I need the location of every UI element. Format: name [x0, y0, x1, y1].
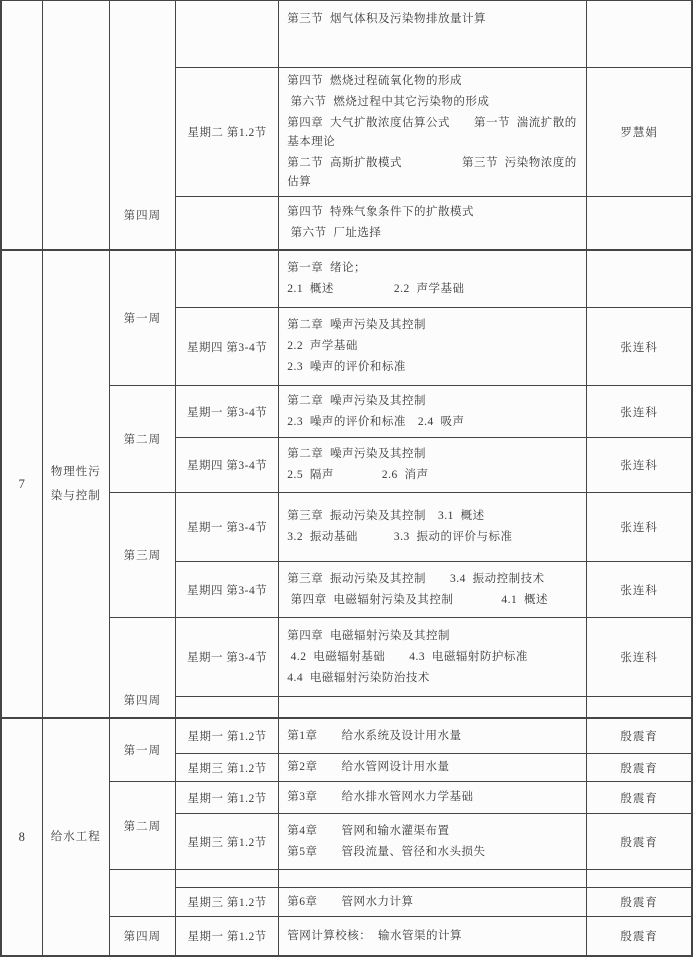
content-line: 第1章 给水系统及设计用水量: [287, 729, 462, 742]
week-cell: [109, 250, 175, 386]
lesson-content-cell: [279, 308, 587, 386]
content-line: 2.3 噪声的评价和标准 2.4 吸声: [287, 415, 465, 428]
week-label: 第一周: [123, 313, 162, 325]
day-period-cell: 星期一 第1.2节: [175, 782, 278, 814]
teacher-name-cell: 张连科: [587, 438, 692, 493]
content-line: 第二章 噪声污染及其控制: [287, 448, 427, 460]
lesson-content-cell: [279, 697, 587, 719]
content-line: 3.2 振动基础 3.3 振动的评价与标准: [287, 531, 513, 543]
content-line: 第4章 管网和输水灌渠布置: [287, 824, 450, 837]
content-line: 第四章 电磁辐射污染及其控制: [287, 629, 451, 642]
course-name-cell: [42, 1, 109, 251]
day-period-cell: 星期一 第3-4节: [175, 386, 278, 438]
day-period-cell: 星期一 第1.2节: [175, 718, 278, 754]
week-label: 第二周: [123, 434, 162, 446]
content-line: 4.2 电磁辐射基础 4.3 电磁辐射防护标准: [287, 650, 528, 663]
content-line: 第四章 大气扩散浓度估算公式 第一节 湍流扩散的基本理论: [287, 117, 577, 148]
week-label: 第四周: [123, 695, 162, 707]
teacher-name-cell: 殷震育: [587, 718, 692, 754]
teacher-name-cell: 殷震育: [587, 888, 692, 917]
content-line: 第二章 噪声污染及其控制: [287, 394, 427, 407]
content-line: 第二章 噪声污染及其控制: [287, 319, 427, 331]
schedule-row: [1, 250, 692, 308]
lesson-content-cell: [279, 438, 587, 493]
teacher-name-cell: [587, 697, 692, 719]
lesson-content-cell: [279, 888, 587, 917]
content-line: 第六节 燃烧过程中其它污染物的形成: [287, 96, 490, 108]
content-line: 第一章 绪论；: [287, 262, 367, 274]
course-name-line: 物理性污: [50, 466, 101, 478]
lesson-content-cell: [279, 754, 587, 782]
course-number-cell: [1, 1, 42, 251]
day-period-cell: 星期四 第3-4节: [175, 308, 278, 386]
content-line: 第四节 燃烧过程硫氧化物的形成: [287, 75, 463, 87]
course-name-line: 给水工程: [50, 831, 101, 843]
content-line: 2.1 概述 2.2 声学基础: [287, 283, 465, 295]
content-line: 第六节 厂址选择: [287, 227, 382, 239]
teacher-name-cell: 殷震育: [587, 754, 692, 782]
content-line: 管网计算校核： 输水管渠的计算: [287, 929, 463, 942]
content-line: 2.2 声学基础: [287, 340, 358, 352]
teacher-name-cell: 罗慧娟: [587, 68, 692, 197]
lesson-content-cell: [279, 493, 587, 562]
content-line: 第二节 高斯扩散模式 第三节 污染物浓度的估算: [287, 157, 577, 188]
week-cell: [109, 493, 175, 618]
lesson-content-cell: [279, 197, 587, 251]
day-period-cell: 星期四 第3-4节: [175, 562, 278, 618]
day-period-cell: 星期一 第1.2节: [175, 917, 278, 957]
lesson-content-cell: [279, 782, 587, 814]
content-line: 第三章 振动污染及其控制 3.1 概述: [287, 510, 485, 522]
schedule-row: [1, 1, 692, 68]
content-line: 第四节 特殊气象条件下的扩散模式: [287, 206, 475, 218]
teacher-name-cell: [587, 197, 692, 251]
day-period-cell: [175, 1, 278, 68]
content-line: 第2章 给水管网设计用水量: [287, 761, 450, 773]
course-number-cell: 7: [1, 250, 42, 718]
teacher-name-cell: 张连科: [587, 308, 692, 386]
content-line: 第四章 电磁辐射污染及其控制 4.1 概述: [287, 593, 549, 606]
schedule-row: [1, 718, 692, 754]
content-line: 第5章 管段流量、管径和水头损失: [287, 845, 486, 858]
week-cell: [109, 1, 175, 251]
course-number-cell: 8: [1, 718, 42, 956]
content-line: 第三节 烟气体积及污染物排放量计算: [287, 13, 487, 25]
content-line: 第三章 振动污染及其控制 3.4 振动控制技术: [287, 572, 545, 585]
week-label: 第二周: [123, 820, 162, 833]
course-name-cell: [42, 250, 109, 718]
day-period-cell: [175, 697, 278, 719]
day-period-cell: 星期一 第3-4节: [175, 618, 278, 697]
day-period-cell: 星期二 第1.2节: [175, 68, 278, 197]
day-period-cell: [175, 870, 278, 888]
week-label: 第一周: [123, 745, 162, 757]
teacher-name-cell: [587, 870, 692, 888]
lesson-content-cell: [279, 1, 587, 68]
day-period-cell: 星期三 第1.2节: [175, 888, 278, 917]
content-line: 第3章 给水排水管网水力学基础: [287, 791, 474, 803]
teacher-name-cell: 殷震育: [587, 917, 692, 957]
content-line: 4.4 电磁辐射污染防治技术: [287, 671, 430, 684]
teacher-name-cell: 张连科: [587, 562, 692, 618]
day-period-cell: 星期三 第1.2节: [175, 814, 278, 870]
day-period-cell: 星期一 第3-4节: [175, 493, 278, 562]
content-line: 2.3 噪声的评价和标准: [287, 361, 406, 373]
content-line: 2.5 隔声 2.6 消声: [287, 469, 429, 481]
week-cell: [109, 917, 175, 957]
week-label: 第四周: [123, 210, 162, 222]
course-name-line: 染与控制: [50, 490, 101, 502]
teacher-name-cell: 张连科: [587, 386, 692, 438]
teacher-name-cell: 张连科: [587, 493, 692, 562]
teacher-name-cell: 殷震育: [587, 782, 692, 814]
lesson-content-cell: [279, 562, 587, 618]
teacher-name-cell: [587, 1, 692, 68]
lesson-content-cell: [279, 917, 587, 957]
day-period-cell: [175, 250, 278, 308]
day-period-cell: 星期三 第1.2节: [175, 754, 278, 782]
week-cell: [109, 718, 175, 782]
teacher-name-cell: [587, 250, 692, 308]
week-label: 第三周: [123, 550, 162, 562]
lesson-content-cell: [279, 250, 587, 308]
week-label: 第四周: [123, 931, 162, 943]
lesson-content-cell: [279, 618, 587, 697]
course-name-cell: [42, 718, 109, 956]
teacher-name-cell: 殷震育: [587, 814, 692, 870]
week-cell: [109, 870, 175, 917]
teacher-name-cell: 张连科: [587, 618, 692, 697]
day-period-cell: 星期四 第3-4节: [175, 438, 278, 493]
lesson-content-cell: [279, 718, 587, 754]
lesson-content-cell: [279, 870, 587, 888]
week-cell: [109, 782, 175, 870]
week-cell: [109, 386, 175, 493]
day-period-cell: [175, 197, 278, 251]
lesson-content-cell: [279, 68, 587, 197]
content-line: 第6章 管网水力计算: [287, 895, 414, 908]
lesson-content-cell: [279, 386, 587, 438]
week-cell: [109, 618, 175, 719]
